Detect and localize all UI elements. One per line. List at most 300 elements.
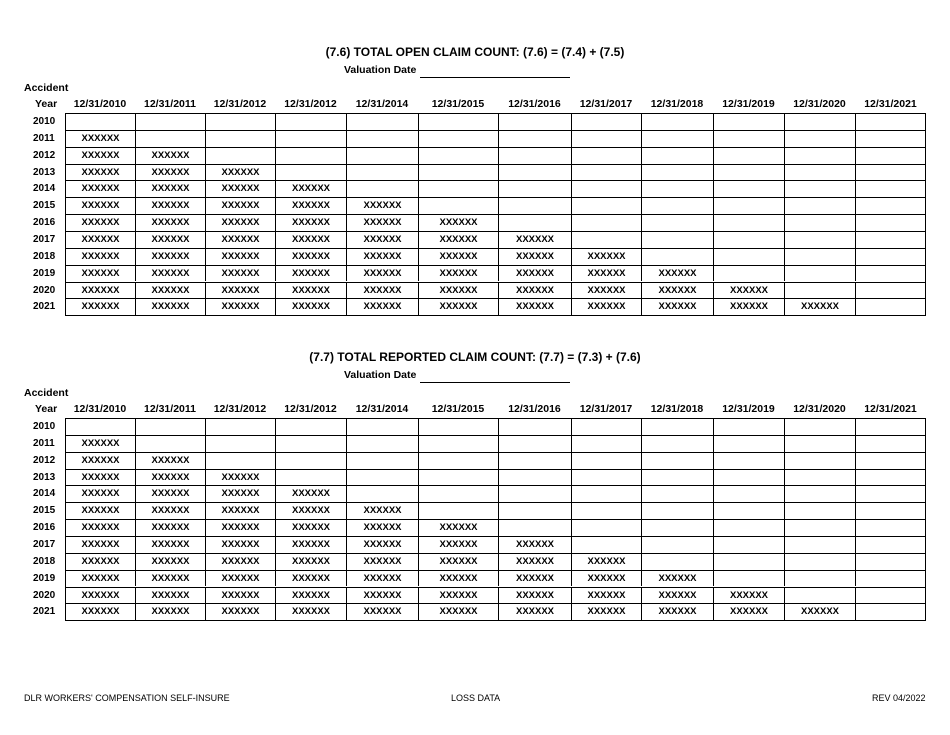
empty-cell (855, 164, 926, 181)
table-cell: XXXXXX (713, 282, 784, 299)
empty-cell (571, 536, 641, 553)
table-cell: XXXXXX (275, 180, 346, 197)
table-cell: XXXXXX (275, 603, 346, 620)
table-cell: XXXXXX (205, 164, 275, 181)
table-cell: XXXXXX (135, 180, 205, 197)
empty-cell (713, 164, 784, 181)
footer-center: LOSS DATA (451, 693, 501, 703)
table-cell: XXXXXX (346, 502, 418, 519)
accident-year-header: Accident (24, 82, 69, 94)
valuation-date-label: Valuation Date (344, 369, 417, 381)
table-cell: XXXXXX (713, 603, 784, 620)
column-header: 12/31/2019 (722, 403, 775, 415)
empty-cell (855, 197, 926, 214)
empty-cell (713, 147, 784, 164)
table-cell: XXXXXX (205, 469, 275, 486)
table-cell: XXXXXX (65, 164, 135, 181)
table-cell: XXXXXX (205, 502, 275, 519)
table-cell: XXXXXX (346, 587, 418, 604)
valuation-date-field[interactable] (420, 77, 570, 78)
empty-cell (855, 452, 926, 469)
table-cell: XXXXXX (135, 469, 205, 486)
empty-cell (784, 587, 855, 604)
table-cell: XXXXXX (418, 519, 498, 536)
empty-cell (498, 502, 571, 519)
empty-cell (275, 147, 346, 164)
empty-cell (571, 214, 641, 231)
column-header: 12/31/2018 (650, 403, 704, 415)
table-cell: XXXXXX (275, 502, 346, 519)
table-cell: XXXXXX (135, 231, 205, 248)
empty-cell (498, 452, 571, 469)
table-cell: XXXXXX (65, 180, 135, 197)
table-cell: XXXXXX (135, 197, 205, 214)
empty-cell (205, 452, 275, 469)
table-cell: XXXXXX (135, 587, 205, 604)
table-cell: XXXXXX (498, 298, 571, 315)
table-cell: XXXXXX (498, 282, 571, 299)
table-cell: XXXXXX (205, 231, 275, 248)
empty-cell (784, 418, 855, 435)
empty-cell (784, 519, 855, 536)
table-cell: XXXXXX (205, 603, 275, 620)
table-cell: XXXXXX (498, 231, 571, 248)
accident-year-row-label: 2014 (33, 488, 56, 500)
empty-cell (784, 570, 855, 587)
table-cell: XXXXXX (205, 553, 275, 570)
empty-cell (784, 452, 855, 469)
table-cell: XXXXXX (205, 265, 275, 282)
empty-cell (346, 452, 418, 469)
table-cell: XXXXXX (135, 553, 205, 570)
table-cell: XXXXXX (275, 248, 346, 265)
empty-cell (571, 164, 641, 181)
empty-cell (784, 282, 855, 299)
empty-cell (641, 147, 713, 164)
empty-cell (418, 130, 498, 147)
empty-cell (784, 502, 855, 519)
empty-cell (855, 113, 926, 130)
table-cell: XXXXXX (65, 587, 135, 604)
empty-cell (641, 553, 713, 570)
empty-cell (784, 130, 855, 147)
table-cell: XXXXXX (571, 553, 641, 570)
empty-cell (498, 418, 571, 435)
table-cell: XXXXXX (135, 452, 205, 469)
empty-cell (855, 248, 926, 265)
column-header: 12/31/2010 (73, 403, 127, 415)
empty-cell (418, 469, 498, 486)
empty-cell (205, 147, 275, 164)
table-cell: XXXXXX (571, 603, 641, 620)
empty-cell (135, 418, 205, 435)
table-cell: XXXXXX (275, 536, 346, 553)
empty-cell (571, 180, 641, 197)
accident-year-row-label: 2015 (33, 505, 56, 517)
table-cell: XXXXXX (418, 265, 498, 282)
empty-cell (784, 553, 855, 570)
empty-cell (713, 248, 784, 265)
column-header: 12/31/2017 (579, 98, 633, 110)
empty-cell (346, 147, 418, 164)
empty-cell (571, 418, 641, 435)
table-cell: XXXXXX (65, 553, 135, 570)
empty-cell (275, 130, 346, 147)
table-cell: XXXXXX (784, 298, 855, 315)
empty-cell (418, 452, 498, 469)
empty-cell (641, 197, 713, 214)
column-header: 12/31/2021 (864, 403, 917, 415)
empty-cell (418, 485, 498, 502)
table-cell: XXXXXX (205, 519, 275, 536)
table-cell: XXXXXX (135, 298, 205, 315)
empty-cell (275, 418, 346, 435)
table-cell: XXXXXX (205, 282, 275, 299)
table-cell: XXXXXX (135, 570, 205, 587)
table-cell: XXXXXX (65, 519, 135, 536)
empty-cell (418, 435, 498, 452)
empty-cell (346, 180, 418, 197)
empty-cell (713, 536, 784, 553)
table-cell: XXXXXX (346, 519, 418, 536)
table-cell: XXXXXX (65, 298, 135, 315)
empty-cell (784, 197, 855, 214)
table-cell: XXXXXX (135, 164, 205, 181)
column-header: 12/31/2020 (793, 403, 846, 415)
empty-cell (418, 502, 498, 519)
table-cell: XXXXXX (713, 298, 784, 315)
table-cell: XXXXXX (346, 214, 418, 231)
empty-cell (346, 485, 418, 502)
table-cell: XXXXXX (65, 197, 135, 214)
table-cell: XXXXXX (641, 265, 713, 282)
section-title: (7.6) TOTAL OPEN CLAIM COUNT: (7.6) = (7.4) + (7.5) (325, 45, 625, 59)
empty-cell (855, 603, 926, 620)
table-cell: XXXXXX (205, 536, 275, 553)
accident-year-row-label: 2013 (33, 471, 56, 483)
empty-cell (855, 130, 926, 147)
empty-cell (855, 214, 926, 231)
table-cell: XXXXXX (713, 587, 784, 604)
empty-cell (275, 452, 346, 469)
accident-year-row-label: 2020 (33, 284, 56, 296)
section-title: (7.7) TOTAL REPORTED CLAIM COUNT: (7.7) = (7.3) + (7.6) (309, 350, 641, 364)
table-cell: XXXXXX (135, 265, 205, 282)
empty-cell (418, 164, 498, 181)
table-cell: XXXXXX (65, 248, 135, 265)
column-header: 12/31/2015 (431, 98, 485, 110)
empty-cell (713, 502, 784, 519)
table-cell: XXXXXX (571, 282, 641, 299)
empty-cell (713, 214, 784, 231)
accident-year-row-label: 2017 (33, 233, 56, 245)
table-cell: XXXXXX (498, 248, 571, 265)
table-cell: XXXXXX (205, 214, 275, 231)
accident-year-header: Accident (24, 387, 69, 399)
table-cell: XXXXXX (65, 485, 135, 502)
valuation-date-field[interactable] (420, 382, 570, 383)
empty-cell (65, 113, 135, 130)
footer-left: DLR WORKERS' COMPENSATION SELF-INSURE (24, 693, 230, 703)
accident-year-row-label: 2012 (33, 149, 56, 161)
table-cell: XXXXXX (205, 587, 275, 604)
empty-cell (855, 469, 926, 486)
column-header: 12/31/2011 (144, 403, 196, 415)
table-cell: XXXXXX (418, 570, 498, 587)
empty-cell (498, 435, 571, 452)
empty-cell (855, 231, 926, 248)
valuation-date-label: Valuation Date (344, 64, 417, 76)
table-cell: XXXXXX (275, 265, 346, 282)
table-cell: XXXXXX (275, 553, 346, 570)
empty-cell (641, 248, 713, 265)
empty-cell (855, 536, 926, 553)
accident-year-row-label: 2010 (33, 116, 56, 127)
table-cell: XXXXXX (498, 536, 571, 553)
empty-cell (205, 113, 275, 130)
empty-cell (641, 164, 713, 181)
accident-year-row-label: 2013 (33, 166, 56, 178)
empty-cell (571, 435, 641, 452)
empty-cell (135, 435, 205, 452)
table-cell: XXXXXX (641, 603, 713, 620)
empty-cell (855, 265, 926, 282)
empty-cell (713, 265, 784, 282)
table-cell: XXXXXX (346, 603, 418, 620)
empty-cell (571, 231, 641, 248)
empty-cell (346, 469, 418, 486)
table-cell: XXXXXX (418, 536, 498, 553)
table-cell: XXXXXX (135, 603, 205, 620)
column-header: 12/31/2017 (579, 403, 633, 415)
empty-cell (65, 418, 135, 435)
table-cell: XXXXXX (346, 197, 418, 214)
table-cell: XXXXXX (65, 603, 135, 620)
table-cell: XXXXXX (418, 231, 498, 248)
empty-cell (784, 435, 855, 452)
empty-cell (713, 113, 784, 130)
table-cell: XXXXXX (65, 282, 135, 299)
table-cell: XXXXXX (65, 265, 135, 282)
table-cell: XXXXXX (275, 231, 346, 248)
column-header: 12/31/2012 (213, 403, 267, 415)
empty-cell (784, 164, 855, 181)
accident-year-row-label: 2012 (33, 454, 56, 466)
table-cell: XXXXXX (65, 147, 135, 164)
table-cell: XXXXXX (571, 298, 641, 315)
column-header: 12/31/2020 (793, 98, 846, 110)
empty-cell (641, 231, 713, 248)
empty-cell (713, 485, 784, 502)
empty-cell (571, 485, 641, 502)
empty-cell (855, 485, 926, 502)
accident-year-row-label: 2017 (33, 538, 56, 550)
column-header: 12/31/2014 (355, 403, 409, 415)
empty-cell (784, 214, 855, 231)
empty-cell (498, 519, 571, 536)
column-header: 12/31/2015 (431, 403, 485, 415)
empty-cell (855, 553, 926, 570)
table-cell: XXXXXX (135, 536, 205, 553)
empty-cell (205, 130, 275, 147)
column-header: 12/31/2012 (284, 98, 337, 110)
table-cell: XXXXXX (346, 570, 418, 587)
year-header: Year (35, 403, 58, 415)
accident-year-row-label: 2011 (33, 437, 55, 449)
column-header: 12/31/2012 (284, 403, 337, 415)
table-cell: XXXXXX (418, 587, 498, 604)
empty-cell (784, 113, 855, 130)
empty-cell (641, 536, 713, 553)
empty-cell (571, 519, 641, 536)
empty-cell (855, 147, 926, 164)
empty-cell (418, 418, 498, 435)
table-cell: XXXXXX (346, 553, 418, 570)
empty-cell (346, 418, 418, 435)
empty-cell (571, 502, 641, 519)
empty-cell (641, 418, 713, 435)
table-cell: XXXXXX (275, 214, 346, 231)
table-cell: XXXXXX (418, 298, 498, 315)
empty-cell (784, 536, 855, 553)
column-header: 12/31/2012 (213, 98, 267, 110)
table-cell: XXXXXX (275, 485, 346, 502)
empty-cell (641, 214, 713, 231)
empty-cell (855, 180, 926, 197)
table-cell: XXXXXX (135, 147, 205, 164)
empty-cell (784, 180, 855, 197)
empty-cell (713, 469, 784, 486)
empty-cell (641, 435, 713, 452)
table-cell: XXXXXX (65, 469, 135, 486)
empty-cell (346, 164, 418, 181)
empty-cell (205, 418, 275, 435)
accident-year-row-label: 2011 (33, 132, 55, 144)
accident-year-row-label: 2018 (33, 555, 56, 567)
table-cell: XXXXXX (641, 282, 713, 299)
empty-cell (855, 570, 926, 587)
empty-cell (498, 147, 571, 164)
table-cell: XXXXXX (641, 570, 713, 587)
table-cell: XXXXXX (418, 282, 498, 299)
footer-right: REV 04/2022 (872, 693, 926, 703)
table-cell: XXXXXX (498, 553, 571, 570)
accident-year-row-label: 2014 (33, 183, 56, 195)
empty-cell (571, 197, 641, 214)
accident-year-row-label: 2019 (33, 572, 56, 584)
empty-cell (855, 298, 926, 315)
empty-cell (855, 502, 926, 519)
empty-cell (784, 485, 855, 502)
table-cell: XXXXXX (65, 231, 135, 248)
empty-cell (571, 130, 641, 147)
table-cell: XXXXXX (498, 570, 571, 587)
empty-cell (641, 180, 713, 197)
empty-cell (418, 147, 498, 164)
table-cell: XXXXXX (418, 214, 498, 231)
table-cell: XXXXXX (135, 214, 205, 231)
empty-cell (713, 435, 784, 452)
accident-year-row-label: 2010 (33, 421, 56, 432)
empty-cell (713, 180, 784, 197)
empty-cell (346, 130, 418, 147)
table-cell: XXXXXX (65, 214, 135, 231)
empty-cell (498, 130, 571, 147)
accident-year-row-label: 2018 (33, 250, 56, 262)
table-cell: XXXXXX (135, 485, 205, 502)
table-cell: XXXXXX (65, 130, 135, 147)
table-cell: XXXXXX (346, 231, 418, 248)
table-cell: XXXXXX (498, 587, 571, 604)
table-cell: XXXXXX (641, 587, 713, 604)
empty-cell (498, 113, 571, 130)
table-cell: XXXXXX (275, 570, 346, 587)
empty-cell (713, 231, 784, 248)
column-header: 12/31/2010 (73, 98, 127, 110)
table-cell: XXXXXX (275, 519, 346, 536)
accident-year-row-label: 2020 (33, 589, 56, 601)
empty-cell (571, 452, 641, 469)
empty-cell (275, 435, 346, 452)
table-cell: XXXXXX (65, 502, 135, 519)
empty-cell (641, 130, 713, 147)
empty-cell (641, 469, 713, 486)
empty-cell (713, 197, 784, 214)
accident-year-row-label: 2021 (33, 606, 56, 618)
table-cell: XXXXXX (346, 265, 418, 282)
column-header: 12/31/2021 (864, 98, 917, 110)
column-header: 12/31/2019 (722, 98, 775, 110)
column-header: 12/31/2014 (355, 98, 409, 110)
table-cell: XXXXXX (65, 452, 135, 469)
table-cell: XXXXXX (571, 265, 641, 282)
empty-cell (498, 485, 571, 502)
empty-cell (641, 519, 713, 536)
empty-cell (784, 469, 855, 486)
table-cell: XXXXXX (135, 519, 205, 536)
empty-cell (855, 435, 926, 452)
year-header: Year (35, 98, 58, 110)
table-cell: XXXXXX (346, 298, 418, 315)
table-cell: XXXXXX (275, 298, 346, 315)
table-cell: XXXXXX (205, 570, 275, 587)
table-cell: XXXXXX (135, 502, 205, 519)
table-cell: XXXXXX (418, 248, 498, 265)
empty-cell (571, 147, 641, 164)
table-cell: XXXXXX (498, 603, 571, 620)
column-header: 12/31/2016 (508, 98, 561, 110)
empty-cell (713, 519, 784, 536)
table-cell: XXXXXX (784, 603, 855, 620)
empty-cell (275, 469, 346, 486)
accident-year-row-label: 2019 (33, 267, 56, 279)
empty-cell (275, 164, 346, 181)
empty-cell (571, 113, 641, 130)
empty-cell (498, 214, 571, 231)
table-cell: XXXXXX (275, 282, 346, 299)
empty-cell (641, 485, 713, 502)
table-cell: XXXXXX (571, 570, 641, 587)
table-cell: XXXXXX (205, 248, 275, 265)
table-cell: XXXXXX (346, 282, 418, 299)
accident-year-row-label: 2016 (33, 522, 56, 534)
empty-cell (713, 570, 784, 587)
table-cell: XXXXXX (641, 298, 713, 315)
table-cell: XXXXXX (498, 265, 571, 282)
empty-cell (498, 469, 571, 486)
table-cell: XXXXXX (65, 435, 135, 452)
empty-cell (205, 435, 275, 452)
